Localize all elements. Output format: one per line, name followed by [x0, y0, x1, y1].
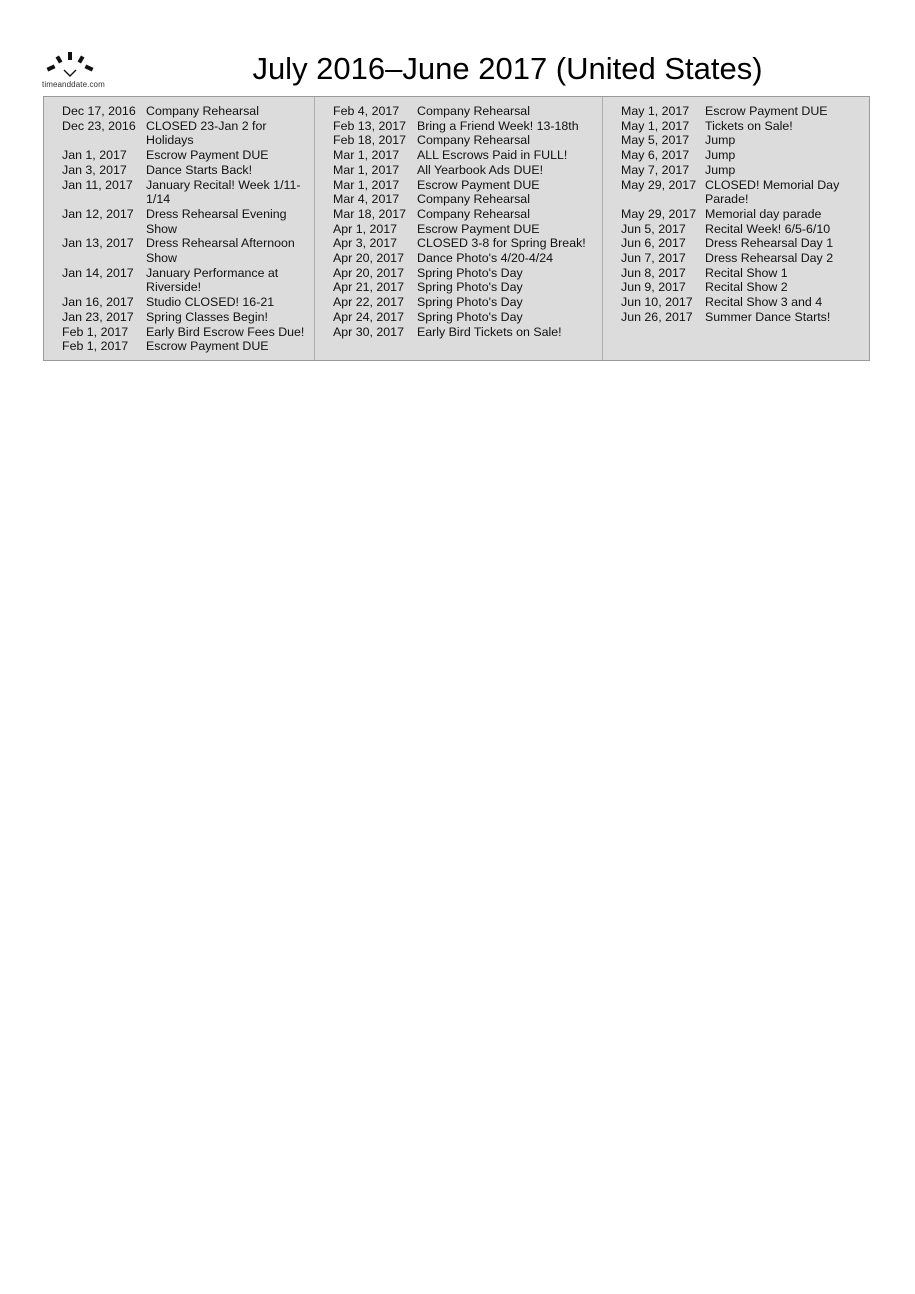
event-row — [62, 295, 308, 310]
event-name: Spring Photo's Day — [417, 265, 523, 280]
event-name: Bring a Friend Week! 13-18th — [417, 118, 579, 133]
event-date: Jun 9, 2017 — [621, 280, 686, 295]
event-date: Feb 1, 2017 — [62, 339, 129, 354]
event-date: May 6, 2017 — [621, 148, 690, 163]
event-row — [621, 295, 863, 310]
event-name: Spring Photo's Day — [417, 309, 523, 324]
event-date: Jan 11, 2017 — [62, 177, 133, 192]
event-name: Spring Photo's Day — [417, 295, 523, 310]
event-date: May 29, 2017 — [621, 206, 697, 221]
events-table — [43, 96, 870, 361]
event-name: Escrow Payment DUE — [417, 177, 540, 192]
event-name: CLOSED 23-Jan 2 for Holidays — [146, 118, 267, 148]
event-name: Spring Photo's Day — [417, 280, 523, 295]
event-name: Dress Rehearsal Day 1 — [705, 236, 834, 251]
event-date: May 1, 2017 — [621, 104, 690, 118]
event-name: CLOSED! Memorial Day Parade! — [705, 177, 840, 207]
event-date: Jun 6, 2017 — [621, 236, 686, 251]
event-date: Apr 30, 2017 — [333, 324, 404, 339]
event-date: Jan 13, 2017 — [62, 236, 134, 251]
events-column-3 — [602, 97, 869, 360]
event-row — [62, 178, 308, 207]
event-row — [621, 236, 863, 251]
event-date: Jan 16, 2017 — [62, 295, 134, 310]
event-date: Apr 24, 2017 — [333, 309, 404, 324]
event-row — [62, 119, 308, 148]
event-date: Jun 5, 2017 — [621, 221, 686, 236]
event-date: Mar 1, 2017 — [333, 177, 400, 192]
event-row — [333, 148, 596, 163]
event-name: January Performance at Riverside! — [146, 265, 279, 295]
event-name: Company Rehearsal — [417, 206, 530, 221]
event-row — [333, 251, 596, 266]
event-date: Dec 23, 2016 — [62, 118, 136, 133]
event-row — [333, 266, 596, 281]
event-name: Memorial day parade — [705, 206, 822, 221]
event-date: Apr 20, 2017 — [333, 265, 404, 280]
event-date: Mar 4, 2017 — [333, 192, 400, 207]
event-date: May 7, 2017 — [621, 162, 690, 177]
event-name: January Recital! Week 1/11-1/14 — [146, 177, 301, 207]
event-name: Escrow Payment DUE — [146, 339, 269, 354]
event-date: Jun 10, 2017 — [621, 295, 693, 310]
event-date: Mar 18, 2017 — [333, 206, 407, 221]
event-name: Dress Rehearsal Afternoon Show — [146, 236, 295, 266]
logo-text: timeanddate.com — [42, 80, 105, 89]
event-row — [62, 325, 308, 340]
event-row — [621, 163, 863, 178]
event-row — [621, 280, 863, 295]
event-name: CLOSED 3-8 for Spring Break! — [417, 236, 586, 251]
event-row — [333, 119, 596, 134]
event-date: Jun 26, 2017 — [621, 309, 693, 324]
event-name: Jump — [705, 162, 736, 177]
event-name: Dance Photo's 4/20-4/24 — [417, 251, 554, 266]
event-row — [621, 222, 863, 237]
event-row — [621, 178, 863, 207]
event-row — [621, 266, 863, 281]
event-date: Feb 4, 2017 — [333, 104, 400, 118]
event-date: Jan 14, 2017 — [62, 265, 134, 280]
event-name: Escrow Payment DUE — [146, 148, 269, 163]
event-row — [621, 207, 863, 222]
event-row — [62, 339, 308, 354]
event-name: Recital Show 2 — [705, 280, 788, 295]
event-row — [333, 207, 596, 222]
event-name: Company Rehearsal — [417, 192, 530, 207]
page-title: July 2016–June 2017 (United States) — [252, 51, 763, 86]
event-name: Tickets on Sale! — [705, 118, 793, 133]
event-row — [62, 163, 308, 178]
event-name: Spring Classes Begin! — [146, 309, 268, 324]
event-name: Recital Show 1 — [705, 265, 788, 280]
event-name: Company Rehearsal — [146, 104, 259, 118]
event-row — [62, 266, 308, 295]
events-column-1 — [44, 97, 314, 360]
event-row — [621, 148, 863, 163]
event-name: Recital Week! 6/5-6/10 — [705, 221, 831, 236]
event-name: Jump — [705, 148, 736, 163]
event-date: Apr 1, 2017 — [333, 221, 398, 236]
event-row — [62, 104, 308, 119]
event-row — [621, 251, 863, 266]
event-name: Escrow Payment DUE — [705, 104, 828, 118]
event-date: Mar 1, 2017 — [333, 148, 400, 163]
event-row — [333, 178, 596, 193]
event-name: Early Bird Tickets on Sale! — [417, 324, 562, 339]
event-row — [333, 280, 596, 295]
event-row — [333, 325, 596, 340]
event-row — [62, 207, 308, 236]
timeanddate-logo — [42, 50, 122, 90]
event-date: May 1, 2017 — [621, 118, 690, 133]
event-name: Recital Show 3 and 4 — [705, 295, 823, 310]
event-date: Jan 12, 2017 — [62, 206, 134, 221]
event-row — [62, 310, 308, 325]
event-row — [333, 222, 596, 237]
event-name: Early Bird Escrow Fees Due! — [146, 324, 305, 339]
event-name: All Yearbook Ads DUE! — [417, 162, 544, 177]
event-row — [621, 104, 863, 119]
event-date: Jan 1, 2017 — [62, 148, 127, 163]
event-row — [621, 310, 863, 325]
event-row — [333, 163, 596, 178]
event-row — [333, 104, 596, 119]
event-name: Dress Rehearsal Day 2 — [705, 251, 834, 266]
event-date: May 29, 2017 — [621, 177, 697, 192]
event-name: Dance Starts Back! — [146, 162, 253, 177]
event-date: Mar 1, 2017 — [333, 162, 400, 177]
event-row — [333, 295, 596, 310]
event-row — [333, 310, 596, 325]
event-date: Jun 8, 2017 — [621, 265, 686, 280]
event-row — [62, 148, 308, 163]
event-name: Company Rehearsal — [417, 133, 530, 148]
event-date: Jan 3, 2017 — [62, 162, 127, 177]
event-name: Jump — [705, 133, 736, 148]
event-name: Escrow Payment DUE — [417, 221, 540, 236]
event-date: Apr 20, 2017 — [333, 251, 404, 266]
event-row — [621, 133, 863, 148]
event-name: Company Rehearsal — [417, 104, 530, 118]
event-date: Feb 1, 2017 — [62, 324, 129, 339]
sunburst-logo-icon — [44, 50, 100, 80]
event-date: Jun 7, 2017 — [621, 251, 686, 266]
event-date: Apr 21, 2017 — [333, 280, 404, 295]
event-date: Jan 23, 2017 — [62, 309, 134, 324]
event-name: ALL Escrows Paid in FULL! — [417, 148, 568, 163]
event-row — [333, 133, 596, 148]
event-row — [333, 192, 596, 207]
event-date: Feb 18, 2017 — [333, 133, 407, 148]
event-row — [621, 119, 863, 134]
event-date: Dec 17, 2016 — [62, 104, 136, 118]
event-row — [333, 236, 596, 251]
event-date: Feb 13, 2017 — [333, 118, 407, 133]
event-date: Apr 22, 2017 — [333, 295, 404, 310]
event-date: May 5, 2017 — [621, 133, 690, 148]
event-row — [62, 236, 308, 265]
event-name: Dress Rehearsal Evening Show — [146, 206, 287, 236]
event-date: Apr 3, 2017 — [333, 236, 398, 251]
event-name: Studio CLOSED! 16-21 — [146, 295, 275, 310]
events-column-2 — [314, 97, 602, 360]
event-name: Summer Dance Starts! — [705, 309, 831, 324]
